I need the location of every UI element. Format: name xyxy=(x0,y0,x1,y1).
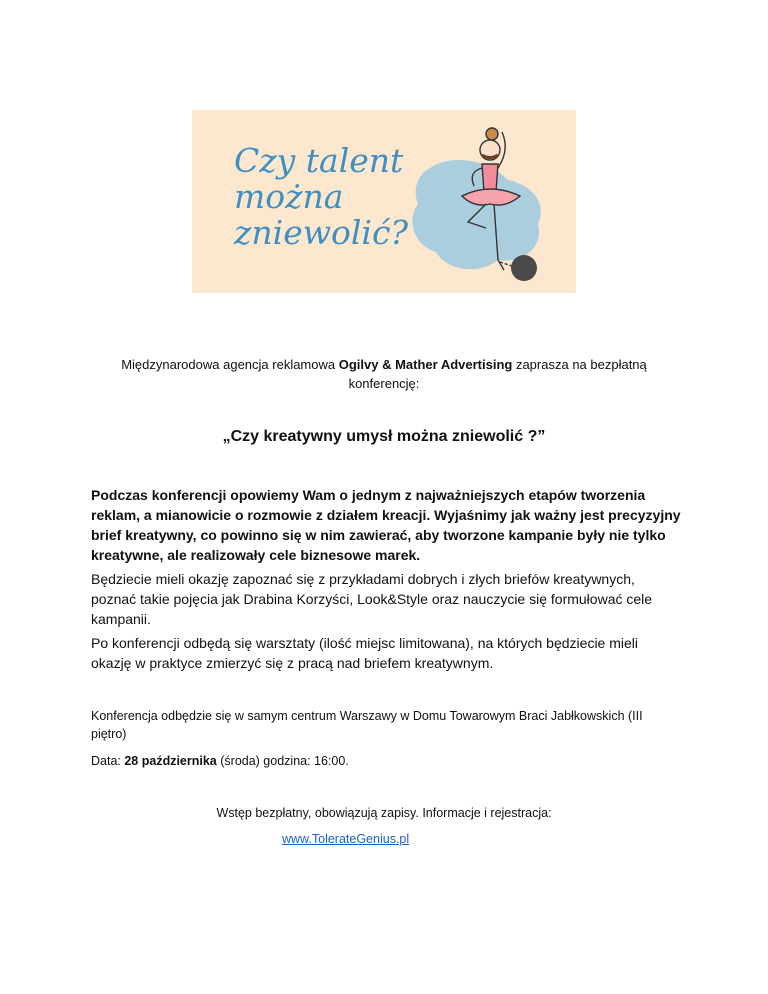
banner-title-line1: Czy talent xyxy=(234,141,404,180)
description-paragraph-3: Po konferencji odbędą się warsztaty (ilość miejsc limitowana), na których będziecie mieli okazję w praktyce zmierzyć się z pracą nad briefem kreatywnym. xyxy=(91,635,639,671)
ball-and-chain-icon xyxy=(511,255,537,281)
registration-link[interactable]: www.TolerateGenius.pl xyxy=(282,832,410,846)
description-paragraph-1: Podczas konferencji opowiemy Wam o jednym z najważniejszych etapów tworzenia reklam, a mianowicie o rozmowie z działem kreacji. Wyjaśnimy jak ważny jest precyzyjny brief kreatywny, co powinno się w nim zawierać, aby tworzone kampanie były nie tylko kreatywne, ale realizowały cele biznesowe marek. xyxy=(91,487,681,563)
date-text: Data: 28 października (środa) godzina: 16:00. xyxy=(91,754,349,768)
date-day: 28 października xyxy=(124,754,217,768)
banner-title-line2: można xyxy=(234,177,344,216)
agency-name: Ogilvy & Mather Advertising xyxy=(338,357,513,372)
registration-info: Wstęp bezpłatny, obowiązują zapisy. Informacje i rejestracja: xyxy=(216,806,552,820)
banner-artwork xyxy=(192,110,576,293)
description-paragraph-2: Będziecie mieli okazję zapoznać się z przykładami dobrych i złych briefów kreatywnych, poznać takie pojęcia jak Drabina Korzyści, Look&Style oraz nauczycie się formułować cele kampanii. xyxy=(91,571,653,627)
conference-title: „Czy kreatywny umysł można zniewolić ?” xyxy=(222,428,546,445)
location-text: Konferencja odbędzie się w samym centrum Warszawy w Domu Towarowym Braci Jabłkowskich (III piętro) xyxy=(91,709,643,741)
intro-text: Międzynarodowa agencja reklamowa Ogilvy & Mather Advertising zaprasza na bezpłatną konferencję: xyxy=(121,357,647,391)
header-illustration xyxy=(192,110,576,293)
banner-title-line3: zniewolić? xyxy=(234,213,409,252)
